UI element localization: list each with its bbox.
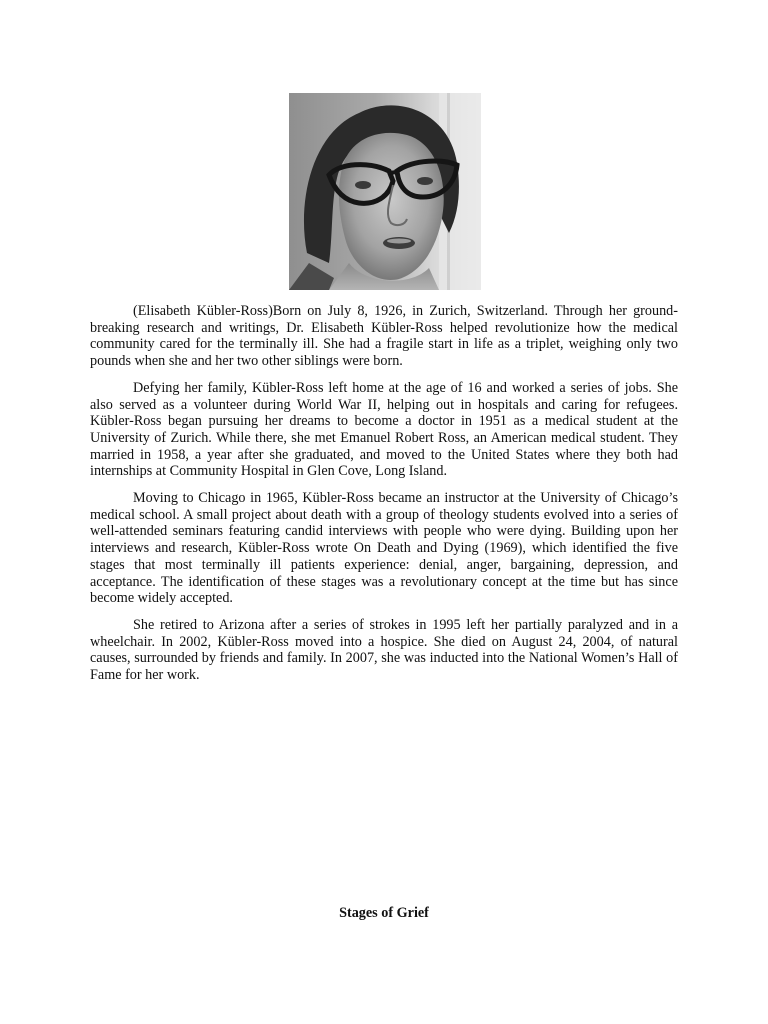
portrait-photo <box>289 93 481 290</box>
paragraph-early-life: Defying her family, Kübler-Ross left home at the age of 16 and worked a series of jobs. She also served as a volunteer during World War II, helping out in hospitals and caring for refugees. Kübler-Ross began pursuing her dreams to become a doctor in 1951 as a medical student at the University of Zurich. While there, she met Emanuel Robert Ross, an American medical student. They married in 1958, a year after she graduated, and moved to the United States where they both had internships at Community Hospital in Glen Cove, Long Island. <box>90 379 678 480</box>
paragraph-later-life: She retired to Arizona after a series of strokes in 1995 left her partially paralyzed and in a wheelchair. In 2002, Kübler-Ross moved into a hospice. She died on August 24, 2004, of natural causes, surrounded by friends and family. In 2007, she was inducted into the National Women’s Hall of Fame for her work. <box>90 616 678 684</box>
portrait-image <box>289 93 481 290</box>
paragraph-birth: (Elisabeth Kübler-Ross)Born on July 8, 1926, in Zurich, Switzerland. Through her ground-breaking research and writings, Dr. Elisabeth Kübler-Ross helped revolutionize how the medical community cared for the terminally ill. She had a fragile start in life as a triplet, weighing only two pounds when she and her two other siblings were born. <box>90 303 678 370</box>
section-heading: Stages of Grief <box>339 905 429 921</box>
paragraph-career: Moving to Chicago in 1965, Kübler-Ross became an instructor at the University of Chicago’s medical school. A small project about death with a group of theology students evolved into a series of well-attended seminars featuring candid interviews with people who were dying. Building upon her interviews and research, Kübler-Ross wrote On Death and Dying (1969), which identified the five stages that most terminally ill patients experience: denial, anger, bargaining, depression, and acceptance. The identification of these stages was a revolutionary concept at the time but has since become widely accepted. <box>90 490 678 607</box>
biography-text <box>90 303 678 694</box>
